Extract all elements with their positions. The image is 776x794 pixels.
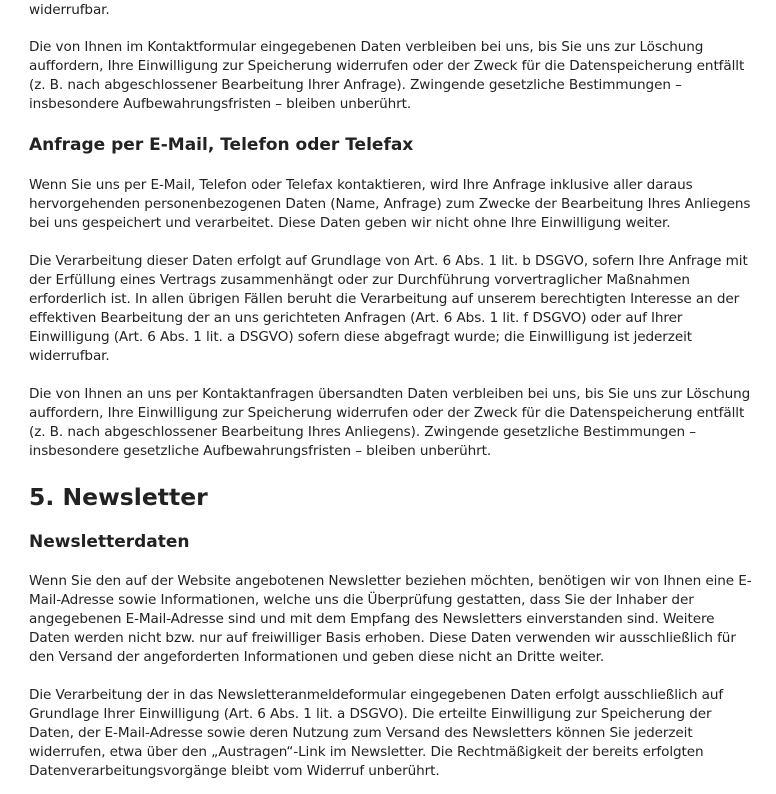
heading-newsletter-data: Newsletterdaten [29,532,190,552]
paragraph-newsletter-data-collection: Wenn Sie den auf der Website angebotenen Newsletter beziehen möchten, benötigen wir von Ihnen eine E- Mail-Adresse sowie Informationen, welche uns die Überprüfung gestatten, dass Sie der Inhaber der angegebenen E-Mail-Adresse sind und mit dem Empfang des Newsletters einverstanden sind. Weitere Daten werden nicht bzw. nur auf freiwilliger Basis erhoben. Diese Daten verwenden wir ausschließlich für den Versand der angeforderten Informationen und geben diese nicht an Dritte weiter. [29,573,752,665]
paragraph-inquiry-retention: Die von Ihnen an uns per Kontaktanfragen übersandten Daten verbleiben bei uns, bis Sie uns zur Löschung auffordern, Ihre Einwilligung zur Speicherung widerrufen oder der Zweck für die Datenspeicherung entfällt (z. B. nach abgeschlossener Bearbeitung Ihres Anliegens). Zwingende gesetzliche Bestimmungen – insbesondere gesetzliche Aufbewahrungsfristen – bleiben unberührt. [29,386,751,459]
heading-inquiry-email-phone-fax: Anfrage per E-Mail, Telefon oder Telefax [29,135,414,155]
paragraph-newsletter-consent: Die Verarbeitung der in das Newsletteranmeldeformular eingegebenen Daten erfolgt ausschließlich auf Grundlage Ihrer Einwilligung (Art. 6 Abs. 1 lit. a DSGVO). Die erteilte Einwilligung zur Speicherung der Daten, der E-Mail-Adresse sowie deren Nutzung zum Versand des Newsletters können Sie jederzeit widerrufen, etwa über den „Austragen“-Link im Newsletter. Die Rechtmäßigkeit der bereits erfolgten Datenverarbeitungsvorgänge bleibt vom Widerruf unberührt. [29,687,724,779]
paragraph-contact-form-retention: Die von Ihnen im Kontaktformular eingegebenen Daten verbleiben bei uns, bis Sie uns zur Löschung auffordern, Ihre Einwilligung zur Speicherung widerrufen oder der Zweck für die Datenspeicherung entfällt (z. B. nach abgeschlossener Bearbeitung Ihrer Anfrage). Zwingende gesetzliche Bestimmungen – insbesondere Aufbewahrungsfristen – bleiben unberührt. [29,39,745,112]
paragraph-legal-basis: Die Verarbeitung dieser Daten erfolgt auf Grundlage von Art. 6 Abs. 1 lit. b DSGVO, sofern Ihre Anfrage mit der Erfüllung eines Vertrags zusammenhängt oder zur Durchführung vorvertraglicher Maßnahmen erforderlich ist. In allen übrigen Fällen beruht die Verarbeitung auf unserem berechtigten Interesse an der effektiven Bearbeitung der an uns gerichteten Anfragen (Art. 6 Abs. 1 lit. f DSGVO) oder auf Ihrer Einwilligung (Art. 6 Abs. 1 lit. a DSGVO) sofern diese abgefragt wurde; die Einwilligung ist jederzeit widerrufbar. [29,253,748,364]
paragraph-withdrawable: widerrufbar. [29,2,110,18]
paragraph-inquiry-storage: Wenn Sie uns per E-Mail, Telefon oder Telefax kontaktieren, wird Ihre Anfrage inklusive aller daraus hervorgehenden personenbezogenen Daten (Name, Anfrage) zum Zwecke der Bearbeitung Ihres Anliegens bei uns gespeichert und verarbeitet. Diese Daten geben wir nicht ohne Ihre Einwilligung weiter. [29,177,751,231]
section-heading-newsletter: 5. Newsletter [29,483,208,511]
